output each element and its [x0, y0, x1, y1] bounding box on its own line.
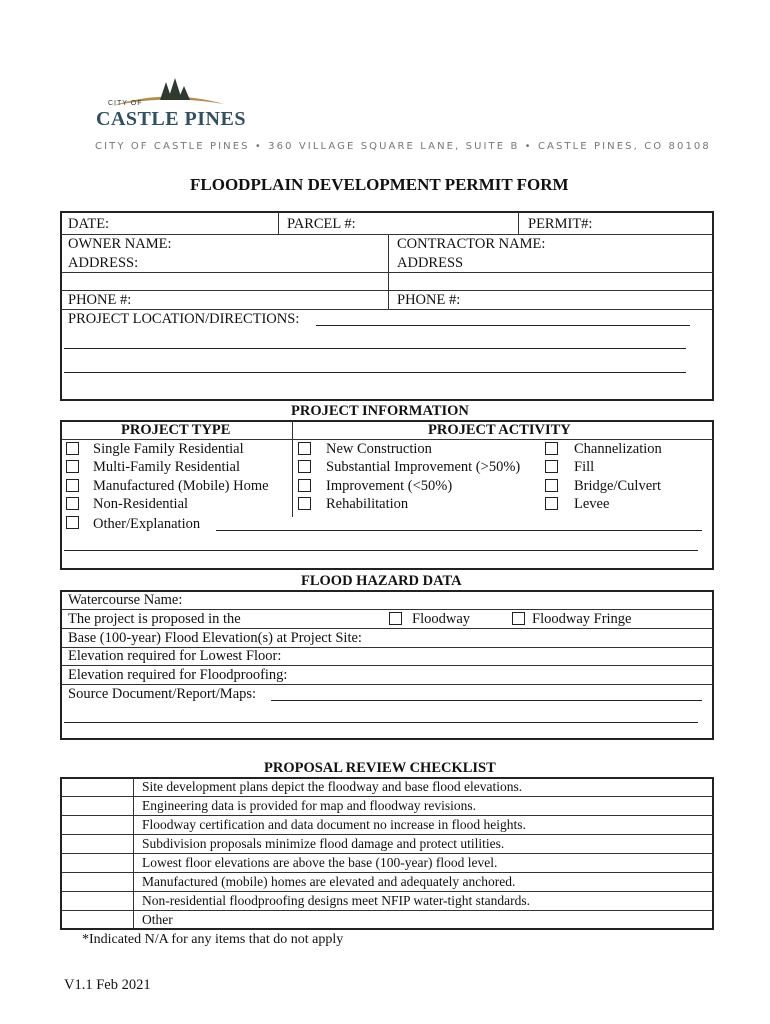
improvement-label: Improvement (<50%) — [326, 478, 453, 494]
checklist-item: Lowest floor elevations are above the base (100-year) flood level. — [142, 855, 498, 870]
logo — [96, 78, 246, 134]
source-document-field[interactable] — [271, 700, 702, 701]
channelization-label: Channelization — [574, 441, 662, 457]
version-footer: V1.1 Feb 2021 — [64, 977, 151, 993]
contractor-address-label: ADDRESS — [397, 255, 464, 271]
multi-family-checkbox[interactable] — [66, 460, 79, 473]
floodway-checkbox[interactable] — [389, 612, 402, 625]
substantial-improvement-label: Substantial Improvement (>50%) — [326, 459, 521, 475]
single-family-label: Single Family Residential — [93, 441, 244, 457]
parcel-label: PARCEL #: — [287, 216, 356, 232]
project-information-heading: PROJECT INFORMATION — [291, 403, 469, 419]
substantial-improvement-checkbox[interactable] — [298, 460, 311, 473]
fill-checkbox[interactable] — [545, 460, 558, 473]
checklist-item: Manufactured (mobile) homes are elevated and adequately anchored. — [142, 874, 516, 889]
project-location-line-2[interactable] — [64, 348, 686, 349]
lowest-floor-label: Elevation required for Lowest Floor: — [68, 648, 282, 664]
other-explanation-checkbox[interactable] — [66, 516, 79, 529]
rehabilitation-checkbox[interactable] — [298, 497, 311, 510]
watercourse-label: Watercourse Name: — [68, 592, 183, 608]
date-label: DATE: — [68, 216, 110, 232]
project-location-line-3[interactable] — [64, 372, 686, 373]
manufactured-home-label: Manufactured (Mobile) Home — [93, 478, 269, 494]
source-document-label: Source Document/Report/Maps: — [68, 686, 257, 702]
levee-label: Levee — [574, 496, 610, 512]
flood-hazard-heading: FLOOD HAZARD DATA — [301, 573, 462, 589]
checklist-item: Other — [142, 912, 173, 927]
floodway-fringe-label: Floodway Fringe — [532, 611, 632, 627]
improvement-checkbox[interactable] — [298, 479, 311, 492]
new-construction-checkbox[interactable] — [298, 442, 311, 455]
source-document-line-2[interactable] — [64, 722, 698, 723]
other-explanation-label: Other/Explanation — [93, 516, 201, 532]
floodproofing-label: Elevation required for Floodproofing: — [68, 667, 288, 683]
checklist-item: Site development plans depict the floodway and base flood elevations. — [142, 779, 523, 794]
base-elevation-label: Base (100-year) Flood Elevation(s) at Project Site: — [68, 630, 362, 646]
project-type-heading: PROJECT TYPE — [121, 422, 231, 438]
project-location-field[interactable] — [316, 325, 690, 326]
contractor-name-label: CONTRACTOR NAME: — [397, 236, 546, 252]
checklist-item: Non-residential floodproofing designs meet NFIP water-tight standards. — [142, 893, 531, 908]
non-residential-checkbox[interactable] — [66, 497, 79, 510]
logo-city-text: CITY OF — [108, 100, 143, 107]
single-family-checkbox[interactable] — [66, 442, 79, 455]
checklist-item: Engineering data is provided for map and floodway revisions. — [142, 798, 477, 813]
project-location-label: PROJECT LOCATION/DIRECTIONS: — [68, 311, 300, 327]
phone-label: PHONE #: — [68, 292, 132, 308]
channelization-checkbox[interactable] — [545, 442, 558, 455]
logo-name-text: CASTLE PINES — [96, 108, 246, 130]
permit-label: PERMIT#: — [528, 216, 593, 232]
checklist-item: Subdivision proposals minimize flood damage and protect utilities. — [142, 836, 505, 851]
rehabilitation-label: Rehabilitation — [326, 496, 409, 512]
checklist-item: Floodway certification and data document no increase in flood heights. — [142, 817, 526, 832]
owner-name-label: OWNER NAME: — [68, 236, 172, 252]
contractor-phone-label: PHONE #: — [397, 292, 461, 308]
other-explanation-field[interactable] — [216, 530, 702, 531]
checklist-heading: PROPOSAL REVIEW CHECKLIST — [264, 760, 496, 776]
levee-checkbox[interactable] — [545, 497, 558, 510]
project-activity-heading: PROJECT ACTIVITY — [428, 422, 571, 438]
fill-label: Fill — [574, 459, 595, 475]
address-line: CITY OF CASTLE PINES • 360 VILLAGE SQUARE LANE, SUITE B • CASTLE PINES, CO 80108 — [95, 141, 711, 152]
bridge-culvert-checkbox[interactable] — [545, 479, 558, 492]
proposed-in-label: The project is proposed in the — [68, 611, 241, 627]
floodway-fringe-checkbox[interactable] — [512, 612, 525, 625]
other-explanation-line-2[interactable] — [64, 550, 698, 551]
new-construction-label: New Construction — [326, 441, 432, 457]
form-title: FLOODPLAIN DEVELOPMENT PERMIT FORM — [190, 175, 569, 194]
non-residential-label: Non-Residential — [93, 496, 189, 512]
address-label: ADDRESS: — [68, 255, 139, 271]
checklist-note: *Indicated N/A for any items that do not apply — [82, 932, 344, 947]
floodway-label: Floodway — [412, 611, 470, 627]
manufactured-home-checkbox[interactable] — [66, 479, 79, 492]
bridge-culvert-label: Bridge/Culvert — [574, 478, 661, 494]
multi-family-label: Multi-Family Residential — [93, 459, 241, 475]
